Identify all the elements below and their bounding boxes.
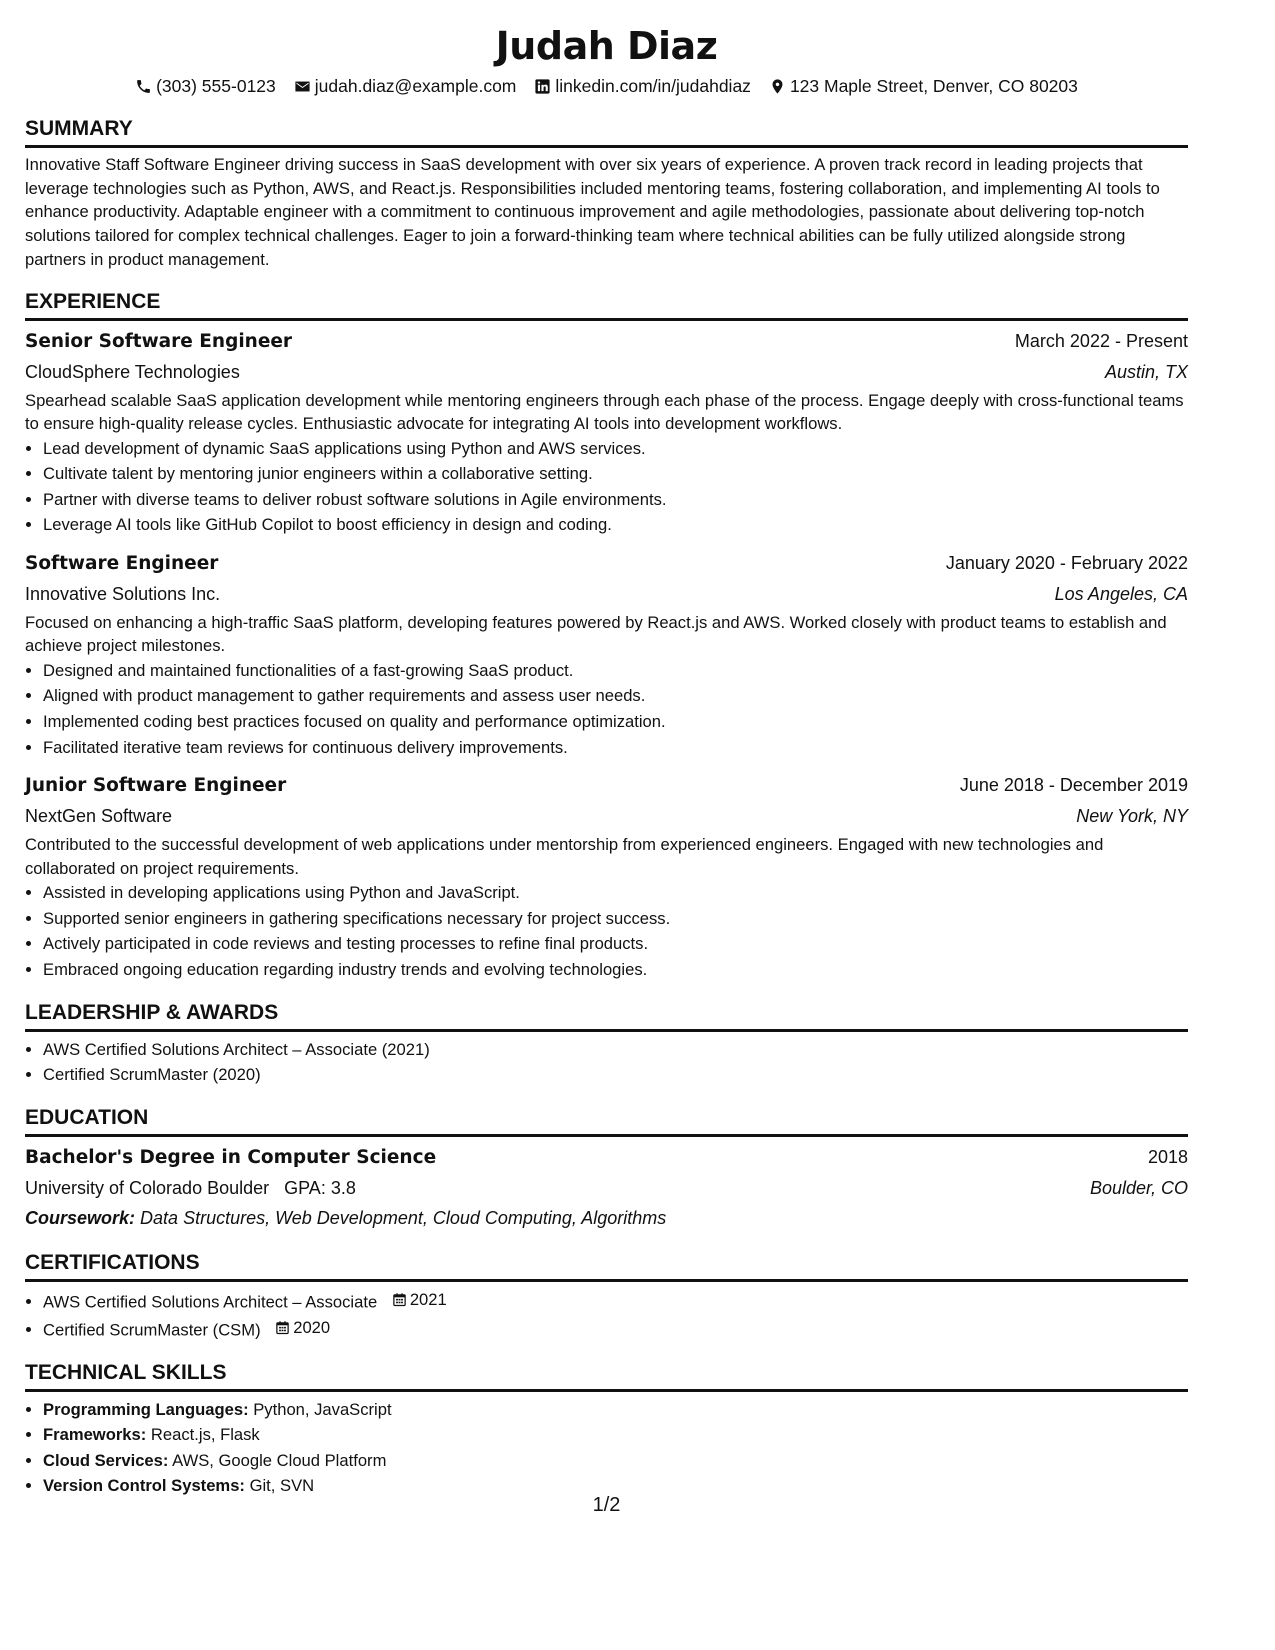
summary-section	[25, 115, 1188, 272]
linkedin-icon	[534, 78, 551, 95]
list-item: • Aligned with product management to gather requirements and assess user needs.	[43, 683, 1188, 709]
cert-name: AWS Certified Solutions Architect – Associate	[43, 1292, 378, 1312]
job-entry	[25, 548, 1188, 760]
section-title-education: EDUCATION	[25, 1104, 1188, 1137]
list-item: • Supported senior engineers in gathering specifications necessary for project success.	[43, 906, 1188, 932]
list-item: • Assisted in developing applications using Python and JavaScript.	[43, 880, 1188, 906]
job-description: Focused on enhancing a high-traffic SaaS platform, developing features powered by React.js and AWS. Worked closely with product teams to establish and achieve project milestones.	[25, 612, 1167, 656]
job-bullets	[25, 436, 1188, 538]
section-title-certifications: CERTIFICATIONS	[25, 1249, 1188, 1282]
list-item: • Implemented coding best practices focused on quality and performance optimization.	[43, 709, 1188, 735]
certification-list	[25, 1287, 1188, 1343]
job-title: Software Engineer	[25, 552, 219, 574]
cert-name: Certified ScrumMaster (CSM)	[43, 1320, 261, 1340]
coursework-text: Data Structures, Web Development, Cloud Computing, Algorithms	[140, 1207, 667, 1228]
skills-list	[25, 1397, 1188, 1499]
company-name: NextGen Software	[25, 806, 173, 827]
list-item: • Designed and maintained functionalities of a fast-growing SaaS product.	[43, 658, 1188, 684]
cert-year: 2020	[293, 1317, 331, 1337]
contact-email[interactable]	[294, 73, 517, 99]
section-title-skills: TECHNICAL SKILLS	[25, 1359, 1188, 1392]
experience-section	[25, 288, 1188, 983]
skill-value: Git, SVN	[249, 1476, 315, 1496]
contact-bar	[25, 73, 1188, 99]
list-item: • Embraced ongoing education regarding industry trends and evolving technologies.	[43, 957, 1188, 983]
job-bullets	[25, 880, 1188, 982]
list-item: • Leverage AI tools like GitHub Copilot to boost efficiency in design and coding.	[43, 512, 1188, 538]
job-entry	[25, 770, 1188, 982]
list-item: • AWS Certified Solutions Architect – Associate (2021)	[43, 1037, 1188, 1063]
skill-label: Programming Languages:	[43, 1399, 249, 1419]
school-name: University of Colorado Boulder	[25, 1177, 270, 1198]
list-item	[43, 1287, 1188, 1315]
candidate-name: Judah Diaz	[495, 24, 718, 68]
section-title-experience: EXPERIENCE	[25, 288, 1188, 321]
job-title: Junior Software Engineer	[25, 775, 287, 797]
school-line	[25, 1173, 356, 1203]
cert-year: 2021	[409, 1289, 447, 1309]
coursework-line	[25, 1203, 1188, 1233]
skills-section	[25, 1359, 1188, 1499]
company-name: Innovative Solutions Inc.	[25, 583, 221, 604]
gpa: GPA: 3.8	[284, 1177, 356, 1198]
list-item	[43, 1397, 1188, 1423]
degree-title: Bachelor's Degree in Computer Science	[25, 1146, 437, 1168]
coursework-label: Coursework:	[25, 1207, 136, 1228]
map-marker-icon	[769, 78, 786, 95]
calendar-icon	[392, 1292, 407, 1307]
section-title-summary: SUMMARY	[25, 115, 1188, 148]
list-item: • Certified ScrumMaster (2020)	[43, 1062, 1188, 1088]
address-text: 123 Maple Street, Denver, CO 80203	[789, 76, 1078, 96]
linkedin-link[interactable]: linkedin.com/in/judahdiaz	[555, 76, 751, 96]
contact-phone	[135, 73, 276, 99]
award-list	[25, 1037, 1188, 1088]
list-item: • Actively participated in code reviews and testing processes to refine final products.	[43, 931, 1188, 957]
graduation-year: 2018	[1147, 1146, 1188, 1167]
list-item	[43, 1448, 1188, 1474]
job-bullets	[25, 658, 1188, 760]
list-item: • Lead development of dynamic SaaS applications using Python and AWS services.	[43, 436, 1188, 462]
list-item	[43, 1422, 1188, 1448]
skill-value: AWS, Google Cloud Platform	[172, 1450, 387, 1470]
list-item	[43, 1315, 1188, 1343]
contact-linkedin[interactable]	[534, 73, 751, 99]
job-description: Spearhead scalable SaaS application development while mentoring engineers through each phase of the process. Engage deeply with cross-functional teams to ensure high-quality release cycles. Enthusiastic advocate for integrating AI tools into development workflows.	[25, 390, 1184, 434]
skill-label: Version Control Systems:	[43, 1476, 245, 1496]
job-dates: March 2022 - Present	[1014, 330, 1188, 351]
school-location: Boulder, CO	[1089, 1177, 1188, 1198]
education-section	[25, 1104, 1188, 1233]
summary-text: Innovative Staff Software Engineer driving success in SaaS development with over six years of experience. A proven track record in leading projects that leverage technologies such as Python, AWS, and React.js. Responsibilities included mentoring teams, fostering collaboration, and implementing AI tools to enhance productivity. Adaptable engineer with a commitment to continuous improvement and agile methodologies, passionate about delivering top-notch solutions tailored for complex technical challenges. Eager to join a forward-thinking team where technical abilities can be fully utilized alongside strong partners in product management.	[25, 155, 1160, 269]
skill-value: React.js, Flask	[150, 1425, 260, 1445]
leadership-section	[25, 999, 1188, 1088]
phone-text: (303) 555-0123	[156, 76, 276, 96]
page-number: 1/2	[592, 1494, 621, 1516]
list-item: • Cultivate talent by mentoring junior engineers within a collaborative setting.	[43, 461, 1188, 487]
envelope-icon	[294, 78, 311, 95]
job-description: Contributed to the successful development of web applications under mentorship from experienced engineers. Engaged with new technologies and collaborated on project requirements.	[25, 835, 1104, 878]
job-entry	[25, 326, 1188, 538]
company-name: CloudSphere Technologies	[25, 361, 240, 382]
job-location: Austin, TX	[1104, 361, 1188, 382]
job-dates: June 2018 - December 2019	[959, 775, 1188, 796]
skill-value: Python, JavaScript	[253, 1399, 392, 1419]
job-location: New York, NY	[1076, 806, 1188, 827]
calendar-icon	[275, 1320, 290, 1335]
list-item: • Facilitated iterative team reviews for continuous delivery improvements.	[43, 735, 1188, 761]
resume-page	[25, 22, 1188, 1499]
list-item: • Partner with diverse teams to deliver robust software solutions in Agile environments.	[43, 487, 1188, 513]
job-location: Los Angeles, CA	[1054, 583, 1188, 604]
job-title: Senior Software Engineer	[25, 330, 293, 352]
skill-label: Frameworks:	[43, 1425, 147, 1445]
cert-date	[275, 1315, 330, 1341]
certifications-section	[25, 1249, 1188, 1343]
phone-icon	[135, 78, 152, 95]
skill-label: Cloud Services:	[43, 1450, 169, 1470]
email-link[interactable]: judah.diaz@example.com	[314, 76, 517, 96]
job-dates: January 2020 - February 2022	[945, 552, 1188, 573]
section-title-leadership: LEADERSHIP & AWARDS	[25, 999, 1188, 1032]
contact-address	[769, 73, 1078, 99]
cert-date	[392, 1287, 447, 1313]
